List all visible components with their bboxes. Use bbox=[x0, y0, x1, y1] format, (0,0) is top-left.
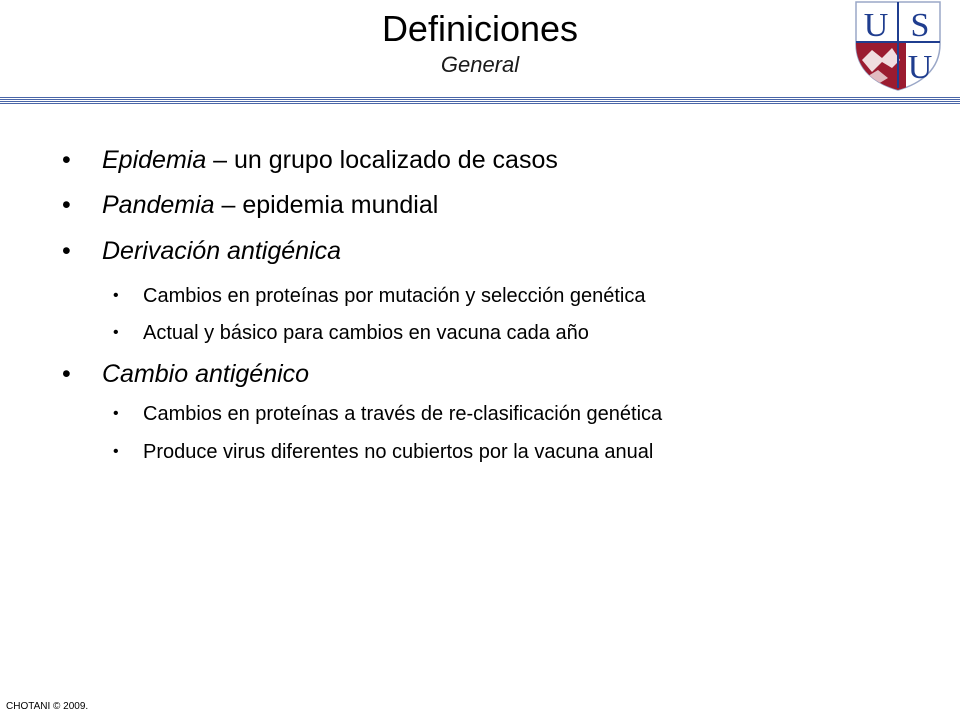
logo-letter-u1: U bbox=[863, 7, 889, 44]
bullet-dot: • bbox=[62, 237, 71, 265]
copyright-footer: CHOTANI © 2009. bbox=[6, 701, 89, 712]
sub-bullet-dot: • bbox=[113, 405, 119, 422]
sub-bullet-text: Cambios en proteínas a través de re-clasificación genética bbox=[143, 403, 663, 425]
sub-bullet-dot: • bbox=[113, 287, 119, 304]
slide-subtitle: General bbox=[440, 52, 520, 77]
bullet-term: Derivación antigénica bbox=[102, 237, 342, 265]
sub-bullet-dot: • bbox=[113, 324, 119, 341]
bullet-dot: • bbox=[62, 360, 71, 388]
bullet-term: Pandemia bbox=[102, 191, 215, 219]
logo-letter-s: S bbox=[910, 7, 930, 44]
sub-bullet-text: Produce virus diferentes no cubiertos por la vacuna anual bbox=[143, 441, 654, 463]
bullet-text: – epidemia mundial bbox=[214, 191, 439, 219]
bullet-term: Cambio antigénico bbox=[102, 360, 310, 388]
sub-bullet-text: Actual y básico para cambios en vacuna cada año bbox=[143, 322, 589, 344]
bullet-dot: • bbox=[62, 191, 71, 219]
bullet-text: – un grupo localizado de casos bbox=[206, 146, 558, 174]
logo-letter-u2: U bbox=[907, 49, 933, 86]
sub-bullet-dot: • bbox=[113, 443, 119, 460]
bullet-dot: • bbox=[62, 146, 71, 174]
sub-bullet-text: Cambios en proteínas por mutación y selección genética bbox=[143, 285, 646, 307]
bullet-term: Epidemia bbox=[102, 146, 207, 174]
slide-title: Definiciones bbox=[381, 8, 579, 49]
